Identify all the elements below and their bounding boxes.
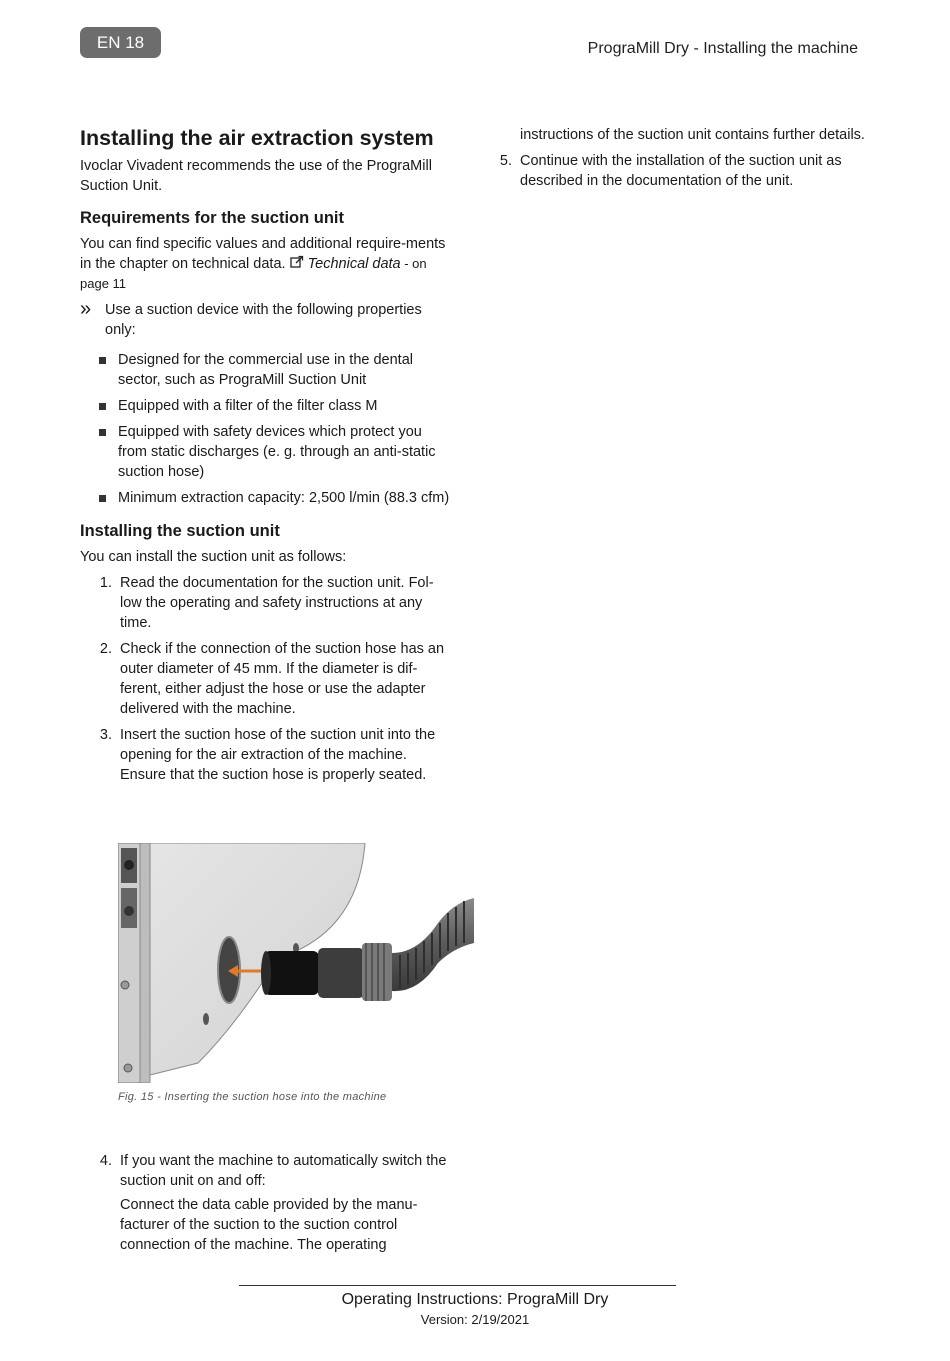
footer-version: Version: 2/19/2021: [420, 1312, 530, 1327]
instruction-step: [80, 300, 452, 340]
continuation-text: instructions of the suction unit contains further details.: [520, 127, 865, 143]
install-intro: You can install the suction unit as follows:: [80, 549, 347, 565]
technical-data-page-ref: - on page 11: [80, 256, 427, 291]
left-column: [80, 124, 452, 785]
step-number: 2.: [99, 641, 112, 657]
technical-data-link[interactable]: Technical data: [307, 256, 401, 272]
step-text: Check if the connection of the suction hose has an outer diameter of 45 mm. If the diameter is dif-ferent, either adjust the hose or use the adapter delivered with the machine.: [120, 641, 445, 717]
step-number: 1.: [99, 575, 112, 591]
step-4-text: If you want the machine to automatically switch the suction unit on and off:: [120, 1153, 447, 1189]
step-number: 3.: [99, 727, 112, 743]
footer-divider: [239, 1285, 676, 1286]
instruction-text: Use a suction device with the following properties only:: [105, 302, 422, 338]
list-item: [80, 396, 452, 416]
step-4-detail: Connect the data cable provided by the manu-facturer of the suction to the suction control connection of the machine. The operating: [120, 1197, 418, 1253]
footer-title: Operating Instructions: PrograMill Dry: [341, 1291, 609, 1308]
step-text: Insert the suction hose of the suction unit into the opening for the air extraction of the machine. Ensure that the suction hose is properly seated.: [120, 727, 436, 783]
double-chevron-icon: »: [80, 298, 92, 320]
step-text: Read the documentation for the suction unit. Fol-low the operating and safety instructions at any time.: [120, 575, 434, 631]
list-item-text: Designed for the commercial use in the dental sector, such as PrograMill Suction Unit: [118, 352, 413, 388]
step-4-block: [80, 1145, 452, 1255]
section-intro: Ivoclar Vivadent recommends the use of the PrograMill Suction Unit.: [80, 158, 432, 194]
figure-caption: Fig. 15 - Inserting the suction hose into the machine: [118, 1091, 387, 1103]
step-3: [80, 725, 452, 785]
list-item-text: Equipped with safety devices which protect you from static discharges (e. g. through an anti-static suction hose): [118, 424, 436, 480]
step-number: 4.: [99, 1153, 112, 1169]
bullet-square-icon: [99, 429, 106, 436]
external-link-icon: [290, 255, 304, 269]
list-item: [80, 350, 452, 390]
requirements-text: [80, 234, 452, 294]
section-title: Installing the air extraction system: [80, 126, 434, 150]
list-item-text: Minimum extraction capacity: 2,500 l/min (88.3 cfm): [118, 490, 450, 506]
install-steps: [80, 573, 452, 785]
list-item: [80, 488, 452, 508]
bullet-square-icon: [99, 495, 106, 502]
step-5: [496, 151, 871, 191]
requirements-text-body: You can find specific values and additional require-ments in the chapter on technical data.: [80, 236, 446, 272]
step-1: [80, 573, 452, 633]
list-item-text: Equipped with a filter of the filter class M: [118, 398, 378, 414]
step-text: [112, 1151, 452, 1255]
step-2: [80, 639, 452, 719]
step-number: 5.: [499, 153, 512, 169]
step-4: [80, 1151, 452, 1255]
step-text: Continue with the installation of the suction unit as described in the documentation of the unit.: [520, 153, 842, 189]
bullet-square-icon: [99, 403, 106, 410]
requirements-list: [80, 350, 452, 508]
list-item: [80, 422, 452, 482]
page-number-badge: EN 18: [80, 27, 161, 58]
bullet-square-icon: [99, 357, 106, 364]
right-column: [496, 125, 871, 191]
requirements-heading: Requirements for the suction unit: [80, 209, 345, 227]
install-heading: Installing the suction unit: [80, 522, 280, 540]
step-4-continuation: [496, 125, 871, 145]
suction-hose-illustration: [118, 843, 474, 1083]
running-header: PrograMill Dry - Installing the machine: [587, 40, 858, 57]
